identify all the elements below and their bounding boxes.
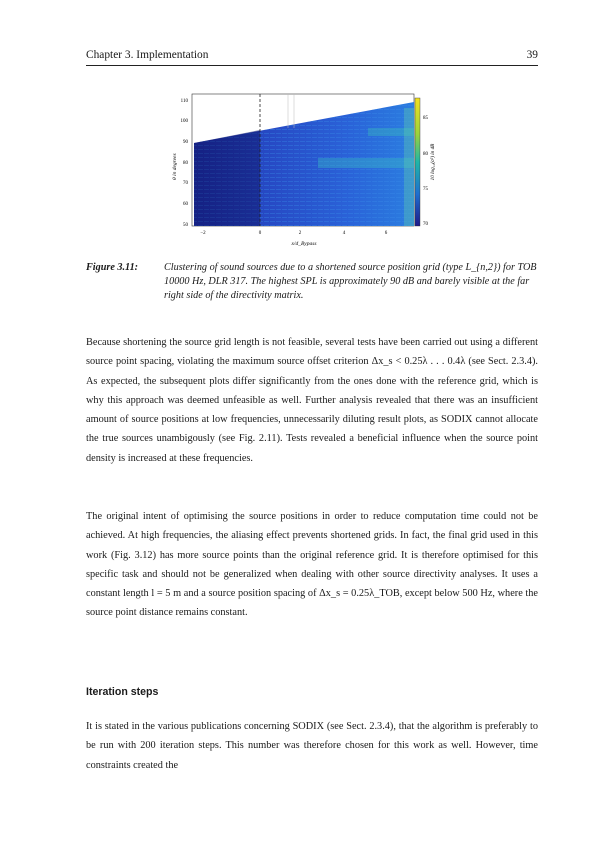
figure-caption bbox=[86, 261, 538, 303]
x-tick: 2 bbox=[298, 231, 302, 236]
x-axis-label: x/d_Bypass bbox=[291, 241, 317, 247]
colorbar-label: 10 log₁₀(σ²) in dB bbox=[430, 143, 436, 181]
section-heading: Iteration steps bbox=[86, 686, 159, 698]
colorbar-tick: 85 bbox=[423, 116, 428, 121]
colorbar-tick: 80 bbox=[423, 152, 428, 157]
caption-text: Clustering of sound sources due to a shortened source position grid (type L_{n,2}) for TOB 10000 Hz, DLR 317. The highest SPL is approximately 90 dB and barely visible at the far right side of the directivity matrix. bbox=[164, 262, 537, 301]
x-tick: −2 bbox=[200, 231, 206, 236]
x-tick: 6 bbox=[384, 231, 388, 236]
x-tick: 4 bbox=[342, 231, 346, 236]
body-paragraph: Because shortening the source grid length is not feasible, several tests have been carried out using a different source point spacing, violating the maximum source offset criterion Δx_s < 0.25λ . . . 0.4λ (see Sect. 2.3.4). As expected, the subsequent plots differ significantly from the ones done with the reference grid, which is why this approach was deemed unfeasible as well. Further analysis revealed that there was an insufficient amount of source positions at low frequencies, unnecessarily diluting result plots, as SODIX cannot allocate the true sources unambigously (see Fig. 2.11). Tests revealed a beneficial influence when the source point density is increased at these frequencies. bbox=[86, 337, 538, 464]
chapter-title: Chapter 3. Implementation bbox=[86, 49, 209, 61]
caption-label: Figure 3.11: bbox=[86, 262, 139, 273]
y-tick: 60 bbox=[183, 202, 188, 207]
body-paragraph: It is stated in the various publications concerning SODIX (see Sect. 2.3.4), that the algorithm is preferably to be run with 200 iteration steps. This number was therefore chosen for this work as well. However, time constraints created the bbox=[86, 721, 538, 771]
y-tick: 90 bbox=[183, 140, 188, 145]
colorbar-tick: 70 bbox=[423, 222, 428, 227]
y-tick: 70 bbox=[183, 181, 188, 186]
x-tick: 0 bbox=[258, 231, 262, 236]
running-header bbox=[86, 49, 538, 66]
colorbar-tick: 75 bbox=[423, 187, 428, 192]
y-tick: 100 bbox=[180, 119, 188, 124]
directivity-matrix-figure bbox=[168, 88, 438, 253]
y-tick: 110 bbox=[180, 99, 188, 104]
y-axis-label: θ in degrees bbox=[172, 153, 178, 180]
colorbar bbox=[415, 98, 420, 226]
y-tick: 80 bbox=[183, 161, 188, 166]
page-number: 39 bbox=[526, 49, 538, 61]
body-paragraph: The original intent of optimising the source positions in order to reduce computation time could not be achieved. At high frequencies, the aliasing effect prevents shortened grids. In fact, the final grid used in this work (Fig. 3.12) has more source points than the original reference grid. It is therefore optimised for this specific task and should not be generalized when dealing with other source directivity analyses. It uses a constant length l = 5 m and a source position spacing of Δx_s = 0.25λ_TOB, except below 500 Hz, where the source point distance remains constant. bbox=[86, 511, 538, 619]
y-tick: 50 bbox=[183, 223, 188, 228]
